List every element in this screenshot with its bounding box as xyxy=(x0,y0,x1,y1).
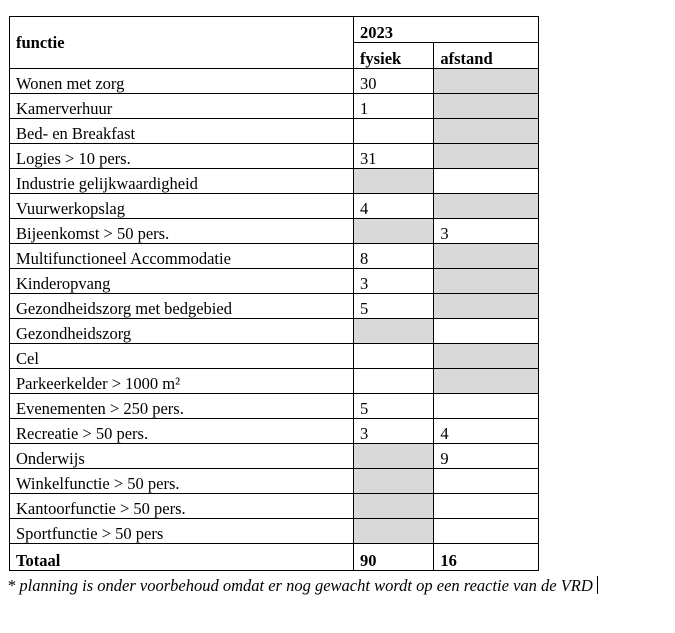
cell-functie: Winkelfunctie > 50 pers. xyxy=(10,469,354,494)
cell-afstand xyxy=(434,244,539,269)
cell-fysiek xyxy=(353,494,433,519)
cell-afstand xyxy=(434,294,539,319)
table-row xyxy=(10,119,539,144)
cell-afstand xyxy=(434,119,539,144)
cell-afstand xyxy=(434,394,539,419)
cell-afstand xyxy=(434,344,539,369)
cell-functie: Sportfunctie > 50 pers xyxy=(10,519,354,544)
header-fysiek: fysiek xyxy=(353,43,433,69)
cell-afstand xyxy=(434,319,539,344)
table-row xyxy=(10,494,539,519)
table-row xyxy=(10,244,539,269)
cell-fysiek: 3 xyxy=(353,419,433,444)
total-fysiek: 90 xyxy=(353,544,433,571)
cell-fysiek xyxy=(353,219,433,244)
table-row xyxy=(10,444,539,469)
total-row xyxy=(10,544,539,571)
table-row xyxy=(10,319,539,344)
planning-table xyxy=(9,16,539,571)
cell-functie: Recreatie > 50 pers. xyxy=(10,419,354,444)
cell-afstand xyxy=(434,494,539,519)
cell-functie: Gezondheidszorg met bedgebied xyxy=(10,294,354,319)
cell-functie: Parkeerkelder > 1000 m² xyxy=(10,369,354,394)
cell-fysiek: 5 xyxy=(353,294,433,319)
footnote xyxy=(7,576,667,596)
cell-functie: Logies > 10 pers. xyxy=(10,144,354,169)
cell-functie: Multifunctioneel Accommodatie xyxy=(10,244,354,269)
header-functie: functie xyxy=(10,17,354,69)
cell-fysiek: 4 xyxy=(353,194,433,219)
cell-fysiek: 5 xyxy=(353,394,433,419)
cell-fysiek: 3 xyxy=(353,269,433,294)
cell-afstand xyxy=(434,144,539,169)
cell-fysiek: 31 xyxy=(353,144,433,169)
table-row xyxy=(10,519,539,544)
cell-fysiek xyxy=(353,344,433,369)
cell-functie: Evenementen > 250 pers. xyxy=(10,394,354,419)
cell-afstand: 4 xyxy=(434,419,539,444)
header-row-year xyxy=(10,17,539,43)
cell-fysiek xyxy=(353,519,433,544)
table-row xyxy=(10,344,539,369)
cell-fysiek: 8 xyxy=(353,244,433,269)
table-row xyxy=(10,469,539,494)
table-row xyxy=(10,144,539,169)
table-row xyxy=(10,419,539,444)
cell-fysiek xyxy=(353,369,433,394)
cell-afstand xyxy=(434,94,539,119)
cell-afstand xyxy=(434,469,539,494)
cell-fysiek xyxy=(353,119,433,144)
cell-functie: Bijeenkomst > 50 pers. xyxy=(10,219,354,244)
cell-afstand xyxy=(434,519,539,544)
header-year: 2023 xyxy=(353,17,538,43)
cell-fysiek xyxy=(353,319,433,344)
header-afstand: afstand xyxy=(434,43,539,69)
cell-afstand: 3 xyxy=(434,219,539,244)
footnote-text: * planning is onder voorbehoud omdat er nog gewacht wordt op een reactie van de VRD xyxy=(7,576,593,595)
table-row xyxy=(10,169,539,194)
table-row xyxy=(10,194,539,219)
cell-afstand xyxy=(434,69,539,94)
cell-afstand xyxy=(434,269,539,294)
cell-functie: Wonen met zorg xyxy=(10,69,354,94)
table-row xyxy=(10,294,539,319)
total-label: Totaal xyxy=(10,544,354,571)
table-row xyxy=(10,94,539,119)
cell-afstand: 9 xyxy=(434,444,539,469)
cell-afstand xyxy=(434,169,539,194)
cell-fysiek: 30 xyxy=(353,69,433,94)
cell-fysiek xyxy=(353,169,433,194)
spellcheck-flag: bedgebied xyxy=(164,299,232,318)
cell-functie: Kantoorfunctie > 50 pers. xyxy=(10,494,354,519)
table-row xyxy=(10,369,539,394)
cell-fysiek xyxy=(353,469,433,494)
cell-functie: Vuurwerkopslag xyxy=(10,194,354,219)
cell-fysiek: 1 xyxy=(353,94,433,119)
cell-functie: Cel xyxy=(10,344,354,369)
total-afstand: 16 xyxy=(434,544,539,571)
cell-functie: Kamerverhuur xyxy=(10,94,354,119)
cell-fysiek xyxy=(353,444,433,469)
text-cursor xyxy=(597,576,598,594)
table-row xyxy=(10,69,539,94)
cell-functie: Industrie gelijkwaardigheid xyxy=(10,169,354,194)
cell-functie: Bed- en Breakfast xyxy=(10,119,354,144)
spellcheck-flag: Breakfast xyxy=(71,124,136,143)
cell-afstand xyxy=(434,369,539,394)
table-row xyxy=(10,219,539,244)
table-row xyxy=(10,269,539,294)
cell-afstand xyxy=(434,194,539,219)
cell-functie: Onderwijs xyxy=(10,444,354,469)
table-row xyxy=(10,394,539,419)
cell-functie: Kinderopvang xyxy=(10,269,354,294)
cell-functie: Gezondheidszorg xyxy=(10,319,354,344)
